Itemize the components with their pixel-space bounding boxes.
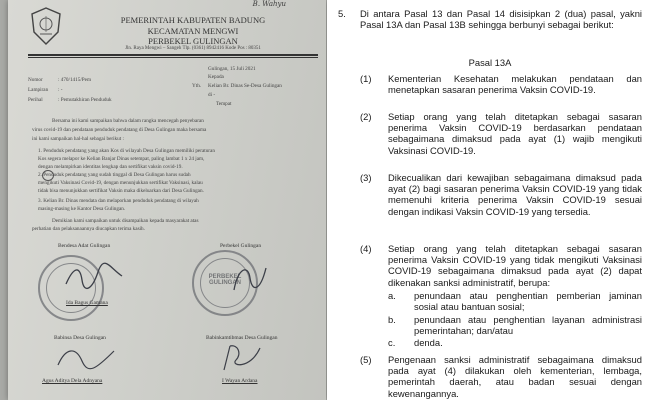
regulation-text-panel <box>330 0 650 400</box>
sanction-letter: c. <box>388 337 396 348</box>
letter-body-line: 2. Penduduk pendatang yang sudah tinggal di Desa Gulingan harus sudah <box>38 172 191 178</box>
letter-header-district: KECAMATAN MENGWI <box>147 26 239 36</box>
sanction-text: penundaan atau penghentian pemberian jaminan sosial atau bantuan sosial; <box>414 290 642 313</box>
letter-body-line: 3. Kelian Br. Dinas mendata dan melaporkan penduduk pendatang di wilayah <box>38 198 199 204</box>
signature-right-icon <box>230 262 270 296</box>
meta-value-lampiran: : - <box>58 87 63 93</box>
clause-number: (4) <box>360 243 372 254</box>
regency-crest-icon <box>28 6 64 46</box>
clause-number: (3) <box>360 172 372 183</box>
stamp-right-label: PERBEKEL GULINGAN <box>208 274 242 286</box>
meta-label-perihal: Perihal <box>28 97 43 103</box>
header-rule-thin <box>28 57 318 58</box>
meta-value-perihal: : Pemutakhiran Penduduk <box>58 97 112 103</box>
letter-yth: Yth. <box>192 83 202 89</box>
sig-left-title: Bendesa Adat Gulingan <box>58 243 111 249</box>
clause-text: Kementerian Kesehatan melakukan pendataan dan menetapkan sasaran penerima Vaksin COVID-19. <box>388 73 642 96</box>
letter-body-line: masing-masing ke Kantor Desa Gulingan. <box>38 206 126 212</box>
clause-number: (5) <box>360 354 372 365</box>
letter-body-line: Kos segera melapor ke Kelian Banjar Dinas setempat, paling lambat 1 x 24 jam, <box>38 156 205 162</box>
clause-text: Setiap orang yang telah ditetapkan sebagai sasaran penerima Vaksin COVID-19 yang tidak mengikuti Vaksinasi COVID-19 sebagaimana dimaksud pada ayat (2) dapat dikenakan sanksi administratif, berupa: <box>388 243 642 288</box>
meta-value-nomor: : 470/1415/Pem <box>58 77 91 83</box>
letter-body-line: 1. Penduduk pendatang yang akan Kos di wilayah Desa Gulingan memiliki peraturan <box>38 148 215 154</box>
clause-text: Dikecualikan dari kewajiban sebagaimana dimaksud pada ayat (2) bagi sasaran penerima Vaksin COVID-19 yang tidak memenuhi kriteria penerima Vaksin COVID-19 sesuai dengan indikasi Vaksin COVID-19 yang tersedia. <box>388 172 642 217</box>
item-text: Di antara Pasal 13 dan Pasal 14 disisipkan 2 (dua) pasal, yakni Pasal 13A dan Pasal 13B sehingga berbunyi sebagai berikut: <box>360 8 642 31</box>
letter-body-line: tidak bisa menunjukkan sertifikat Vaksin maka dikeluarkan dari Desa Gulingan. <box>38 188 204 194</box>
item-number: 5. <box>338 8 346 19</box>
bottom-left-title: Babinsa Desa Gulingan <box>54 335 106 341</box>
letter-body-line: ini kami sampaikan hal-hal sebagai berikut : <box>32 136 124 142</box>
signature-left-icon <box>64 262 124 292</box>
letter-place-date: Gulingan, 15 Juli 2021 <box>208 66 256 72</box>
letter-header-address: Jln. Raya Mengwi – Sangeh Tlp. (0361) 8942416 Kode Pos : 80351 <box>125 46 261 51</box>
sanction-letter: b. <box>388 314 396 325</box>
clause-number: (1) <box>360 73 372 84</box>
letter-body-line: Demikian kami sampaikan untuk disampaikan kepada masyarakat atas <box>52 218 199 224</box>
handwritten-note: B. Wahyu <box>252 0 286 8</box>
meta-label-nomor: Nomor <box>28 77 43 83</box>
letter-addressee-city: Tempat <box>216 101 232 107</box>
letter-addressee: Kelian Br. Dinas Se-Desa Gulingan <box>208 83 282 89</box>
sanction-text: penundaan atau penghentian layanan administrasi pemerintahan; dan/atau <box>414 314 642 337</box>
sanction-text: denda. <box>414 337 443 348</box>
signature-bottom-left-icon <box>56 345 116 371</box>
letter-addressee-place: di - <box>208 92 216 98</box>
letter-body-line: dengan melampirkan identitas lengkap dan sertifikat vaksin covid-19. <box>38 164 183 170</box>
sanction-letter: a. <box>388 290 396 301</box>
clause-number: (2) <box>360 111 372 122</box>
sig-right-title: Perbekel Gulingan <box>220 243 262 249</box>
letter-body-line: virus covid-19 dan pendataan penduduk pendatang di Desa Gulingan maka bersama <box>32 127 207 133</box>
bottom-left-name: Agus Aditya Dela Adnyana <box>42 378 103 384</box>
letter-body-line: perhatian dan pelaksanaannya diucapkan terima kasih. <box>32 226 145 232</box>
letter-body-line: Bersama ini kami sampaikan bahwa dalam rangka mencegah penyebaran <box>52 118 204 124</box>
pasal-title: Pasal 13A <box>468 57 512 68</box>
clause-text: Setiap orang yang telah ditetapkan sebagai sasaran penerima Vaksin COVID-19 berdasarkan pendataan sebagaimana dimaksud pada ayat (1) wajib mengikuti Vaksinasi COVID-19. <box>388 111 642 156</box>
letter-header-village: PERBEKEL GULINGAN <box>148 36 238 46</box>
meta-label-lampiran: Lampiran <box>28 87 49 93</box>
signature-bottom-right-icon <box>220 340 264 374</box>
header-rule-thick <box>28 54 318 56</box>
clause-text: Pengenaan sanksi administratif sebagaimana dimaksud pada ayat (4) dilakukan oleh kementerian, lembaga, pemerintah daerah, atau badan sesuai dengan kewenangannya. <box>388 354 642 399</box>
bottom-right-title: Babinkamtibmas Desa Gulingan <box>206 335 278 341</box>
sig-left-name: Ida Bagus Gamana <box>66 300 108 306</box>
letter-body-line: mengikuti Vaksinasi Covid-19, dengan menunjukkan sertifikat Vaksinasi, kalau <box>38 180 203 186</box>
letter-paper <box>8 0 326 400</box>
letter-to-label: Kepada <box>208 74 224 80</box>
bottom-right-name: I Wayan Ardana <box>222 378 258 384</box>
letter-header-regency: PEMERINTAH KABUPATEN BADUNG <box>120 15 266 25</box>
